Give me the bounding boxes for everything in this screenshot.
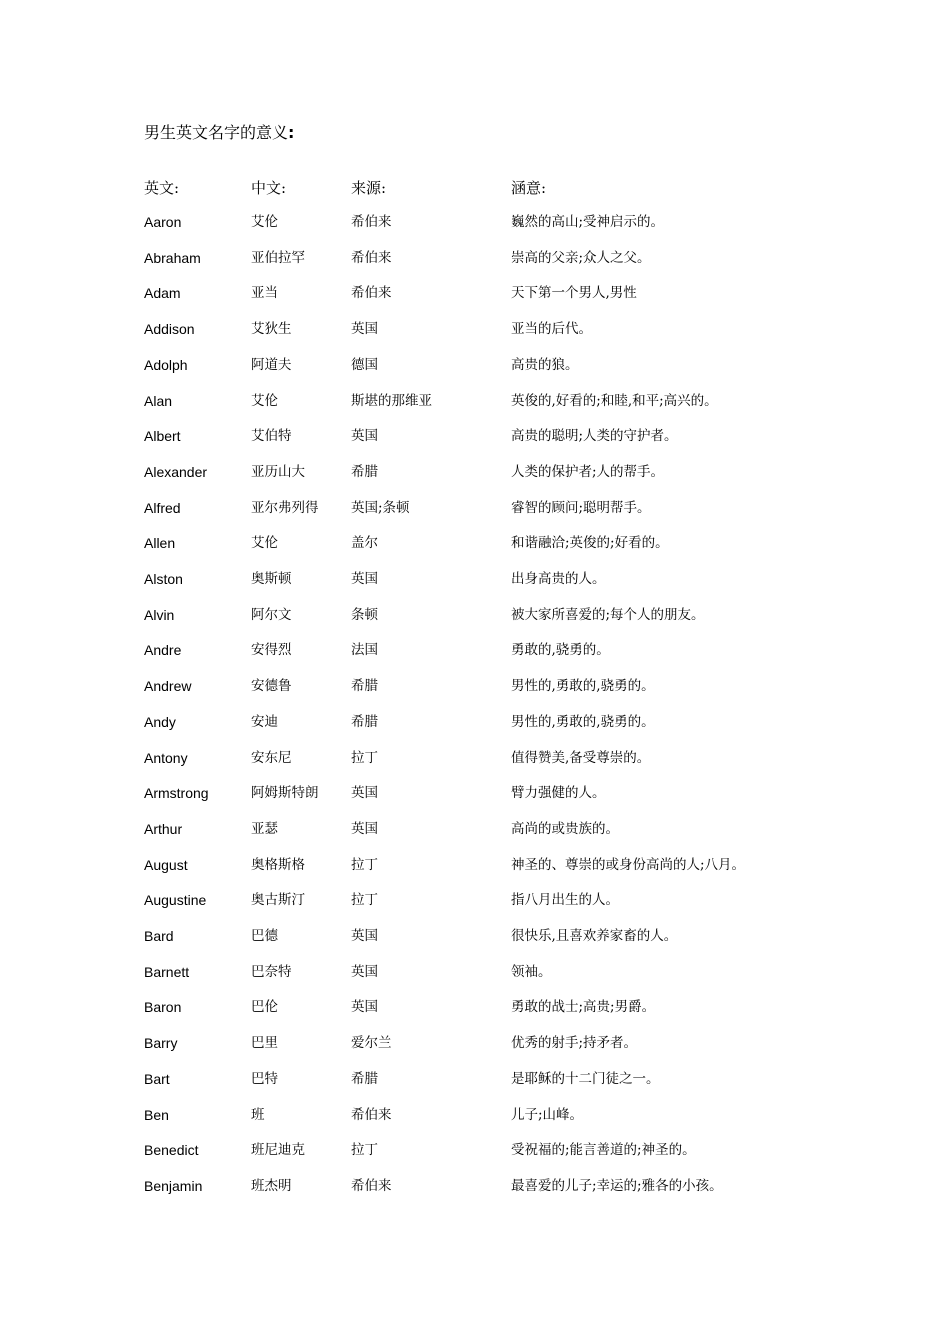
english-name: Andy [144,713,176,730]
english-name: Alexander [144,463,208,480]
origin: 拉丁 [351,749,378,766]
english-name: Alfred [144,499,181,516]
chinese-name: 安迪 [251,713,278,730]
meaning: 亚当的后代。 [511,321,592,338]
english-name: Andrew [144,678,192,695]
chinese-name: 亚历山大 [251,463,305,480]
table-row [0,210,950,234]
english-name: Barnett [144,963,190,980]
origin: 希腊 [351,463,378,480]
meaning: 人类的保护者;人的帮手。 [511,463,665,480]
english-name: Armstrong [144,785,209,802]
english-name: Alvin [144,606,175,623]
page-title-colon: : [288,123,295,142]
chinese-name: 班尼迪克 [251,1142,305,1159]
table-row [0,1031,950,1055]
origin: 爱尔兰 [351,1035,392,1052]
header-origin: 来源: [351,179,387,197]
table-row [0,460,950,484]
chinese-name: 巴特 [251,1070,278,1087]
meaning: 睿智的顾问;聪明帮手。 [511,499,651,516]
origin: 拉丁 [351,856,378,873]
meaning: 崇高的父亲;众人之父。 [511,249,651,266]
meaning: 男性的,勇敢的,骁勇的。 [511,713,655,730]
table-row [0,1103,950,1127]
chinese-name: 艾伦 [251,535,278,552]
table-row [0,496,950,520]
table-row [0,960,950,984]
table-row [0,246,950,270]
meaning: 受祝福的;能言善道的;神圣的。 [511,1142,696,1159]
meaning: 指八月出生的人。 [511,892,619,909]
chinese-name: 安得烈 [251,642,292,659]
chinese-name: 安德鲁 [251,678,292,695]
table-row [0,1138,950,1162]
origin: 英国 [351,928,378,944]
origin: 拉丁 [351,1142,378,1159]
meaning: 英俊的,好看的;和睦,和平;高兴的。 [511,392,718,409]
origin: 盖尔 [351,535,378,552]
meaning: 很快乐,且喜欢养家畜的人。 [511,928,678,944]
chinese-name: 巴里 [251,1035,278,1052]
table-row [0,746,950,770]
english-name: Addison [144,321,195,338]
table-row [0,888,950,912]
chinese-name: 奥斯顿 [251,571,292,587]
table-row [0,603,950,627]
origin: 希伯来 [351,1177,392,1194]
english-name: Abraham [144,249,201,266]
page-title [144,122,294,144]
english-name: Allen [144,535,176,552]
chinese-name: 艾伦 [251,214,278,230]
chinese-name: 安东尼 [251,749,292,766]
table-row [0,424,950,448]
meaning: 高尚的或贵族的。 [511,820,619,837]
chinese-name: 奥格斯格 [251,856,305,873]
table-row [0,924,950,948]
chinese-name: 阿道夫 [251,356,292,373]
origin: 希伯来 [351,214,392,230]
chinese-name: 艾伯特 [251,428,292,445]
meaning: 天下第一个男人,男性 [511,285,637,302]
table-row [0,781,950,805]
chinese-name: 亚尔弗列得 [251,499,319,516]
english-name: Andre [144,642,182,659]
table-row [0,995,950,1019]
table-header [0,176,950,200]
origin: 英国 [351,785,378,802]
english-name: Arthur [144,820,183,837]
origin: 英国 [351,321,378,338]
origin: 条顿 [351,606,378,623]
table-row [0,281,950,305]
meaning: 领袖。 [511,963,552,980]
english-name: Adolph [144,356,188,373]
english-name: Adam [144,285,181,302]
english-name: Bard [144,928,174,944]
table-row [0,317,950,341]
table-row [0,389,950,413]
meaning: 出身高贵的人。 [511,571,606,587]
meaning: 巍然的高山;受神启示的。 [511,214,665,230]
english-name: Benjamin [144,1177,203,1194]
chinese-name: 班杰明 [251,1177,292,1194]
english-name: Albert [144,428,181,445]
chinese-name: 亚伯拉罕 [251,249,305,266]
meaning: 是耶稣的十二门徒之一。 [511,1070,660,1087]
english-name: Ben [144,1106,169,1123]
meaning: 神圣的、尊崇的或身份高尚的人;八月。 [511,856,746,873]
table-row [0,674,950,698]
origin: 希腊 [351,1070,378,1087]
meaning: 勇敢的,骁勇的。 [511,642,610,659]
origin: 英国 [351,571,378,587]
table-row [0,353,950,377]
origin: 斯堪的那维亚 [351,392,432,409]
meaning: 和谐融洽;英俊的;好看的。 [511,535,669,552]
english-name: Alston [144,571,183,587]
table-row [0,710,950,734]
meaning: 臂力强健的人。 [511,785,606,802]
english-name: Aaron [144,214,182,230]
origin: 希伯来 [351,249,392,266]
english-name: Alan [144,392,173,409]
origin: 希伯来 [351,1106,392,1123]
meaning: 男性的,勇敢的,骁勇的。 [511,678,655,695]
chinese-name: 亚当 [251,285,278,302]
origin: 希腊 [351,678,378,695]
meaning: 优秀的射手;持矛者。 [511,1035,638,1052]
table-row [0,531,950,555]
chinese-name: 亚瑟 [251,820,278,837]
origin: 英国 [351,999,378,1016]
chinese-name: 巴奈特 [251,963,292,980]
english-name: Baron [144,999,182,1016]
meaning: 儿子;山峰。 [511,1106,584,1123]
origin: 拉丁 [351,892,378,909]
origin: 法国 [351,642,378,659]
chinese-name: 巴德 [251,928,278,944]
english-name: Barry [144,1035,178,1052]
origin: 英国 [351,428,378,445]
chinese-name: 巴伦 [251,999,278,1016]
origin: 希伯来 [351,285,392,302]
meaning: 最喜爱的儿子;幸运的;雅各的小孩。 [511,1177,723,1194]
table-row [0,1067,950,1091]
chinese-name: 阿尔文 [251,606,292,623]
page-title-text: 男生英文名字的意义 [144,123,289,142]
english-name: Bart [144,1070,170,1087]
english-name: Augustine [144,892,207,909]
header-meaning: 涵意: [511,179,547,197]
chinese-name: 阿姆斯特朗 [251,785,319,802]
table-row [0,1174,950,1198]
table-row [0,638,950,662]
chinese-name: 艾伦 [251,392,278,409]
english-name: Benedict [144,1142,199,1159]
meaning: 勇敢的战士;高贵;男爵。 [511,999,656,1016]
table-row [0,853,950,877]
table-row [0,567,950,591]
chinese-name: 班 [251,1106,265,1123]
origin: 英国 [351,820,378,837]
origin: 希腊 [351,713,378,730]
origin: 英国 [351,963,378,980]
meaning: 值得赞美,备受尊崇的。 [511,749,651,766]
english-name: Antony [144,749,188,766]
origin: 德国 [351,356,378,373]
table-row [0,817,950,841]
header-chinese: 中文: [251,179,287,197]
chinese-name: 奥古斯汀 [251,892,305,909]
origin: 英国;条顿 [351,499,410,516]
meaning: 高贵的狼。 [511,356,579,373]
meaning: 高贵的聪明;人类的守护者。 [511,428,678,445]
header-english: 英文: [144,179,180,197]
chinese-name: 艾狄生 [251,321,292,338]
english-name: August [144,856,188,873]
meaning: 被大家所喜爱的;每个人的朋友。 [511,606,705,623]
